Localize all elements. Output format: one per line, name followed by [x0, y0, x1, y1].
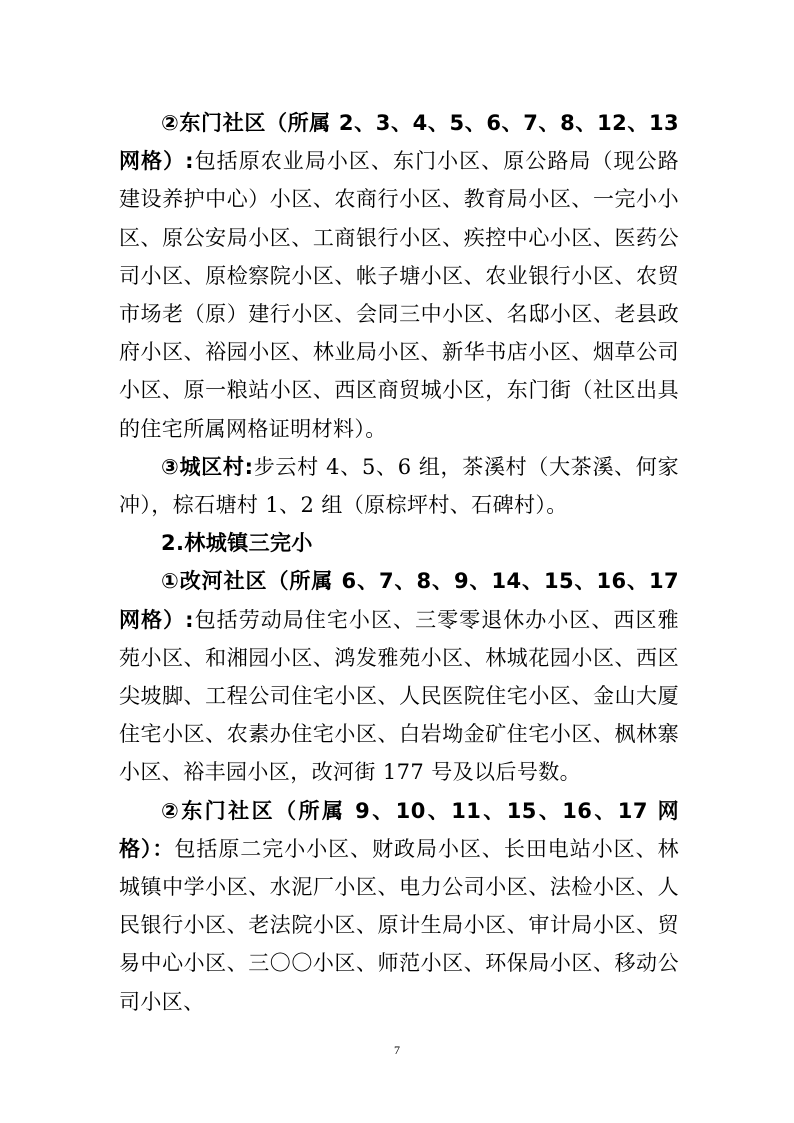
paragraph-dongmen-community-2: [119, 792, 679, 1021]
page-number: 7: [394, 1043, 400, 1057]
paragraph-gaihe-community: [119, 562, 679, 791]
paragraph-text: 步云村 4、5、6 组，茶溪村（大茶溪、何家冲），棕石塘村 1、2 组（原棕坪村、石碑村）。: [119, 454, 679, 518]
section-heading: 2.林城镇三完小: [161, 531, 313, 556]
document-body: [119, 104, 679, 1021]
paragraph-heading: ②东门社区（所属 9、10、11、15、16、17 网格）：: [119, 798, 679, 861]
paragraph-urban-village: [119, 448, 679, 524]
paragraph-text: 包括原二完小小区、财政局小区、长田电站小区、林城镇中学小区、水泥厂小区、电力公司小区、法检小区、人民银行小区、老法院小区、原计生局小区、审计局小区、贸易中心小区、三〇〇小区、师范小区、环保局小区、移动公司小区、: [119, 836, 680, 1014]
paragraph-heading: ②东门社区（所属 2、3、4、5、6、7、8、12、13 网格）:: [119, 111, 679, 174]
section-heading-third-primary: [119, 524, 679, 562]
paragraph-text: 包括原农业局小区、东门小区、原公路局（现公路建设养护中心）小区、农商行小区、教育局小区、一完小小区、原公安局小区、工商银行小区、疾控中心小区、医药公司小区、原检察院小区、帐子塘小区、农业银行小区、农贸市场老（原）建行小区、会同三中小区、名邸小区、老县政府小区、裕园小区、林业局小区、新华书店小区、烟草公司小区、原一粮站小区、西区商贸城小区，东门街（社区出具的住宅所属网格证明材料）。: [119, 149, 679, 441]
paragraph-text: 包括劳动局住宅小区、三零零退休办小区、西区雅苑小区、和湘园小区、鸿发雅苑小区、林城花园小区、西区尖坡脚、工程公司住宅小区、人民医院住宅小区、金山大厦住宅小区、农素办住宅小区、白岩坳金矿住宅小区、枫林寨小区、裕丰园小区，改河街 177 号及以后号数。: [119, 607, 679, 785]
paragraph-heading: ③城区村:: [161, 454, 254, 479]
paragraph-dongmen-community-1: [119, 104, 679, 448]
paragraph-heading: ①改河社区（所属 6、7、8、9、14、15、16、17 网格）:: [119, 569, 679, 632]
